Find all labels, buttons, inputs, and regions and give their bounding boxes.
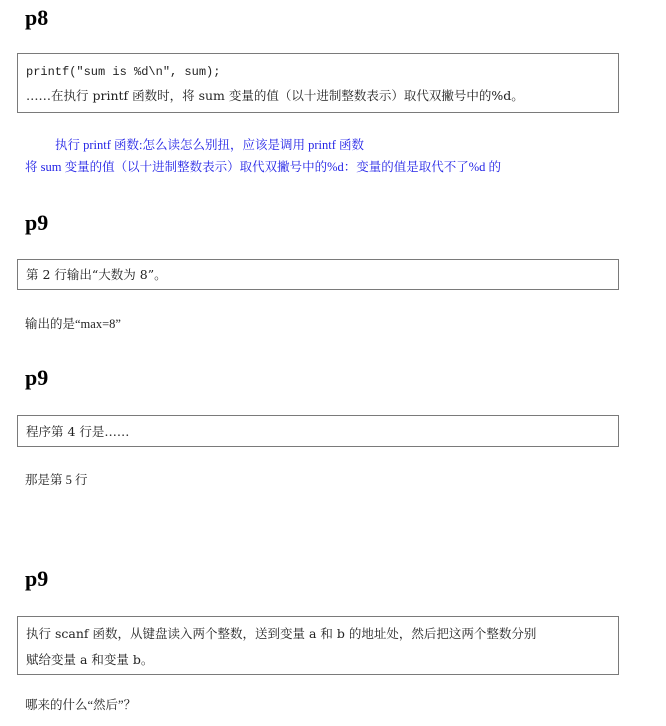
quote-line-text: 程序第 4 行是…… [26, 424, 130, 439]
comment-line: 输出的是“max=8” [25, 317, 121, 331]
section-heading-p9: p9 [25, 210, 49, 235]
quote-line-text: 赋给变量 a 和变量 b。 [26, 652, 154, 667]
section-heading-p9: p9 [25, 365, 49, 390]
quote-line-code: printf("sum is %d\n", sum); [26, 65, 221, 79]
quote-box-p9-scanf [17, 616, 619, 675]
comment-line: 执行 printf 函数:怎么读怎么别扭，应该是调用 printf 函数 [55, 138, 365, 152]
section-heading-p8: p8 [25, 5, 49, 30]
quote-line-text: 执行 scanf 函数，从键盘读入两个整数，送到变量 a 和 b 的地址处，然后把这两个整数分别 [26, 626, 537, 641]
comment-line: 将 sum 变量的值（以十进制整数表示）取代双撇号中的%d：变量的值是取代不了%d 的 [25, 160, 502, 174]
quote-line-text: 第 2 行输出“大数为 8”。 [26, 267, 167, 282]
section-heading-p9: p9 [25, 566, 49, 591]
quote-box-p8 [17, 53, 619, 113]
quote-box-p9-line2 [17, 259, 619, 290]
comment-line: 那是第 5 行 [25, 473, 88, 487]
comment-line: 哪来的什么“然后”？ [25, 698, 137, 712]
quote-line-text: ……在执行 printf 函数时，将 sum 变量的值（以十进制整数表示）取代双撇号中的%d。 [26, 88, 524, 103]
quote-box-p9-line4 [17, 415, 619, 447]
